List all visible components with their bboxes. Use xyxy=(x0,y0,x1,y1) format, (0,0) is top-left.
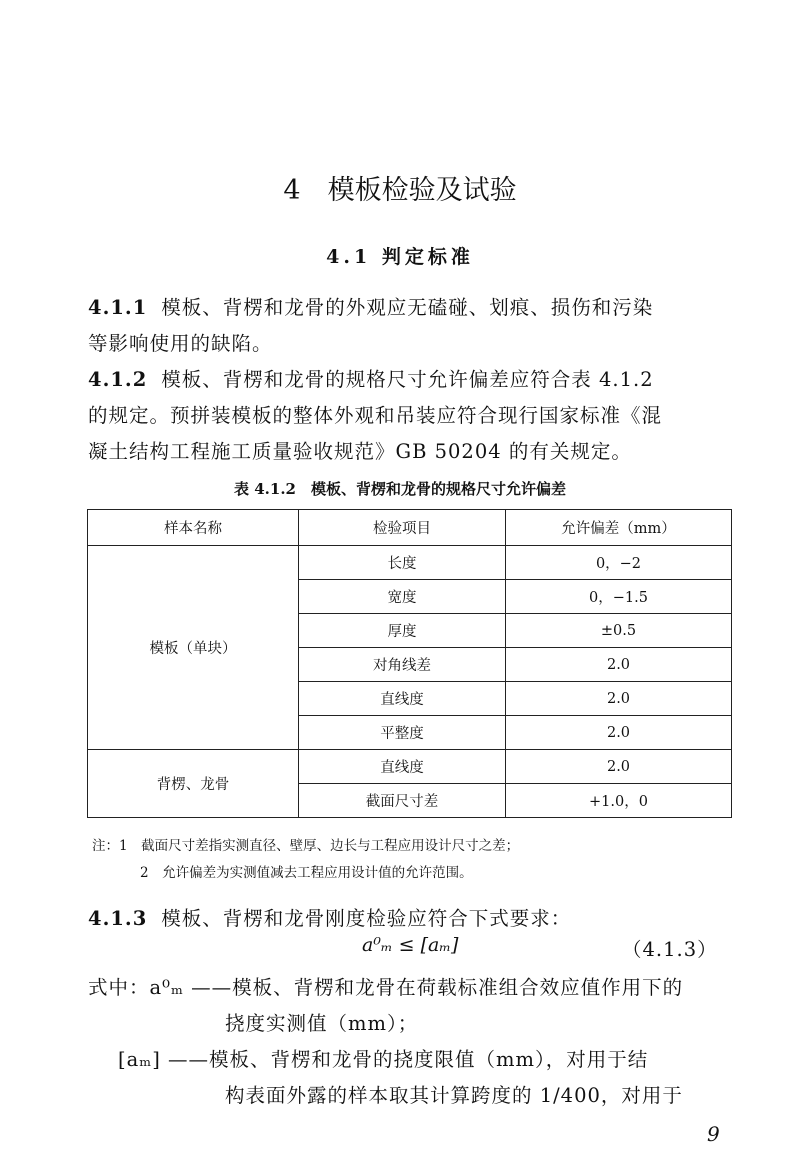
clause-number: 4.1.3 xyxy=(88,907,148,930)
header-cell: 检验项目 xyxy=(299,510,506,546)
where-line: 挠度实测值（mm）； xyxy=(225,1012,419,1035)
clause-number: 4.1.1 xyxy=(88,296,148,319)
table-header-row xyxy=(88,510,732,546)
item-cell: 对角线差 xyxy=(299,648,506,682)
clause-4-1-3 xyxy=(88,903,571,931)
table-note: 2 允许偏差为实测值减去工程应用设计值的允许范围。 xyxy=(140,865,473,881)
header-cell: 样本名称 xyxy=(88,510,299,546)
where-line: 式中：a⁰ₘ ——模板、背楞和龙骨在荷载标准组合效应值作用下的 xyxy=(88,976,684,999)
page-number: 9 xyxy=(707,1122,720,1146)
item-cell: 宽度 xyxy=(299,580,506,614)
formula-label: （4.1.3） xyxy=(622,938,718,961)
value-cell: 0，−1.5 xyxy=(506,580,732,614)
clause-4-1-2 xyxy=(88,364,654,392)
clause-text: 模板、背楞和龙骨的规格尺寸允许偏差应符合表 4.1.2 xyxy=(161,368,654,391)
value-cell: ±0.5 xyxy=(506,614,732,648)
table-row xyxy=(88,546,732,580)
table-caption: 表 4.1.2 模板、背楞和龙骨的规格尺寸允许偏差 xyxy=(234,480,566,498)
sample-name: 模板（单块） xyxy=(88,546,299,750)
tolerance-table xyxy=(87,509,732,818)
item-cell: 平整度 xyxy=(299,716,506,750)
value-cell: 2.0 xyxy=(506,682,732,716)
where-line: [aₘ] ——模板、背楞和龙骨的挠度限值（mm），对用于结 xyxy=(118,1048,649,1071)
clause-text: 等影响使用的缺陷。 xyxy=(88,332,273,355)
item-cell: 直线度 xyxy=(299,750,506,784)
table-row xyxy=(88,750,732,784)
item-cell: 直线度 xyxy=(299,682,506,716)
table-note: 注：1 截面尺寸差指实测直径、壁厚、边长与工程应用设计尺寸之差； xyxy=(92,838,520,854)
value-cell: 0，−2 xyxy=(506,546,732,580)
value-cell: +1.0，0 xyxy=(506,784,732,818)
item-cell: 厚度 xyxy=(299,614,506,648)
value-cell: 2.0 xyxy=(506,648,732,682)
value-cell: 2.0 xyxy=(506,750,732,784)
section-title: 4.1 判定标准 xyxy=(326,246,474,268)
clause-text: 的规定。预拼装模板的整体外观和吊装应符合现行国家标准《混 xyxy=(88,404,663,427)
formula: a⁰ₘ ≤ [aₘ] xyxy=(362,934,459,956)
clause-text: 模板、背楞和龙骨刚度检验应符合下式要求： xyxy=(161,907,572,930)
clause-4-1-1 xyxy=(88,292,653,320)
item-cell: 截面尺寸差 xyxy=(299,784,506,818)
where-line: 构表面外露的样本取其计算跨度的 1/400，对用于 xyxy=(225,1084,683,1107)
item-cell: 长度 xyxy=(299,546,506,580)
value-cell: 2.0 xyxy=(506,716,732,750)
clause-text: 模板、背楞和龙骨的外观应无磕碰、划痕、损伤和污染 xyxy=(161,296,654,319)
clause-text: 凝土结构工程施工质量验收规范》GB 50204 的有关规定。 xyxy=(88,440,632,463)
chapter-title: 4 模板检验及试验 xyxy=(283,175,517,206)
header-cell: 允许偏差（mm） xyxy=(506,510,732,546)
clause-number: 4.1.2 xyxy=(88,368,148,391)
sample-name: 背楞、龙骨 xyxy=(88,750,299,818)
